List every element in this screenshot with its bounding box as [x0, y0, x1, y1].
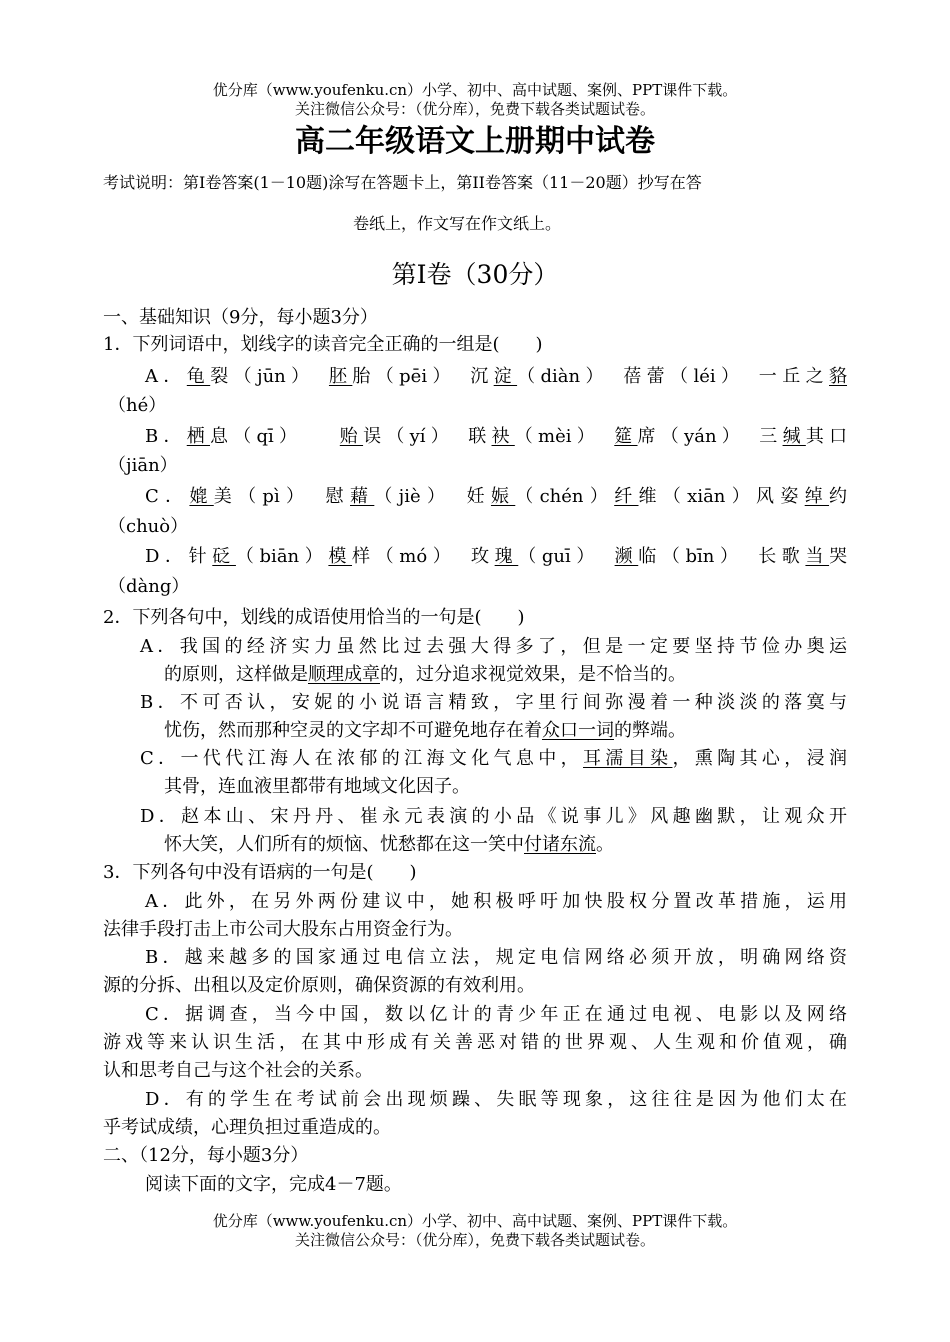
- section1-heading: 一、基础知识（9分，每小题3分）: [103, 307, 378, 328]
- q1-option-b-wrap: （jiān）: [108, 455, 178, 476]
- q3-option-b-line-2: 源的分拆、出租以及定价原则，确保资源的有效利用。: [103, 975, 535, 996]
- header-line-2: 关注微信公众号：（优分库），免费下载各类试题试卷。: [294, 100, 655, 118]
- section2-instruction: 阅读下面的文字，完成4－7题。: [145, 1174, 402, 1195]
- q3-option-c-line-1: C．据调查，当今中国，数以亿计的青少年正在通过电视、电影以及网络: [145, 1004, 847, 1025]
- volume-title: 第Ⅰ卷（30分）: [391, 260, 559, 289]
- q2-option-d-line-1: D．赵本山、宋丹丹、崔永元表演的小品《说事儿》风趣幽默，让观众开: [140, 806, 847, 827]
- q2-option-a-line-1: A．我国的经济实力虽然比过去强大得多了，但是一定要坚持节俭办奥运: [140, 636, 847, 657]
- q3-option-a-line-2: 法律手段打击上市公司大股东占用资金行为。: [103, 919, 463, 940]
- q3-option-d-line-1: D．有的学生在考试前会出现烦躁、失眠等现象，这往往是因为他们太在: [145, 1089, 847, 1110]
- q2-option-a-line-2: 的原则，这样做是顺理成章的，过分追求视觉效果，是不恰当的。: [164, 664, 686, 685]
- footer-line-1: 优分库（www.youfenku.cn）小学、初中、高中试题、案例、PPT课件下载。: [212, 1212, 738, 1230]
- q3-option-c-line-3: 认和思考自己与这个社会的关系。: [103, 1060, 373, 1081]
- page-title: 高二年级语文上册期中试卷: [295, 124, 655, 159]
- q1-stem: 1．下列词语中，划线字的读音完全正确的一组是( ): [103, 334, 543, 355]
- q1-option-a-wrap: （hé）: [108, 395, 167, 416]
- q1-option-c-wrap: （chuò）: [108, 516, 189, 537]
- q3-option-a-line-1: A．此外，在另外两份建议中，她积极呼吁加快股权分置改革措施，运用: [145, 891, 847, 912]
- footer-line-2: 关注微信公众号：（优分库），免费下载各类试题试卷。: [294, 1231, 655, 1249]
- q1-option-a: A．龟裂（jūn） 胚胎（pēi） 沉淀（diàn） 蓓蕾（léi） 一丘之貉: [145, 366, 848, 387]
- q1-option-d-wrap: （dàng）: [108, 576, 190, 597]
- q3-option-c-line-2: 游戏等来认识生活，在其中形成有关善恶对错的世界观、人生观和价值观，确: [103, 1032, 847, 1053]
- q1-option-c: C．媲美（pì） 慰藉（jiè） 妊娠（chén）纤维（xiān）风姿绰约: [145, 486, 848, 507]
- q2-option-b-line-2: 忧伤，然而那种空灵的文字却不可避免地存在着众口一词的弊端。: [164, 720, 686, 741]
- header-line-1: 优分库（www.youfenku.cn）小学、初中、高中试题、案例、PPT课件下载。: [212, 81, 738, 99]
- q1-option-b: B．栖息（qī） 贻误（yí） 联袂（mèi） 筵席（yán） 三缄其口: [145, 426, 848, 447]
- section2-heading: 二、（12分，每小题3分）: [103, 1145, 309, 1166]
- q2-stem: 2．下列各句中，划线的成语使用恰当的一句是( ): [103, 607, 525, 628]
- q3-option-d-line-2: 乎考试成绩，心理负担过重造成的。: [103, 1117, 391, 1138]
- q2-option-c-line-2: 其骨，连血液里都带有地域文化因子。: [164, 776, 470, 797]
- q2-option-d-line-2: 怀大笑，人们所有的烦恼、忧愁都在这一笑中付诸东流。: [164, 834, 614, 855]
- q3-stem: 3．下列各句中没有语病的一句是( ): [103, 862, 417, 883]
- instructions-line-2: 卷纸上，作文写在作文纸上。: [353, 214, 562, 233]
- q2-option-c-line-1: C．一代代江海人在浓郁的江海文化气息中，耳濡目染，熏陶其心，浸润: [140, 748, 848, 769]
- q1-option-d: D．针砭（biān）模样（mó） 玫瑰（guī） 濒临（bīn） 长歌当哭: [145, 546, 848, 567]
- instructions-line-1: 考试说明：第Ⅰ卷答案(1－10题)涂写在答题卡上，第II卷答案（11－20题）抄写在答: [103, 173, 702, 192]
- q2-option-b-line-1: B．不可否认，安妮的小说语言精致，字里行间弥漫着一种淡淡的落寞与: [140, 692, 847, 713]
- q3-option-b-line-1: B．越来越多的国家通过电信立法，规定电信网络必须开放，明确网络资: [145, 947, 847, 968]
